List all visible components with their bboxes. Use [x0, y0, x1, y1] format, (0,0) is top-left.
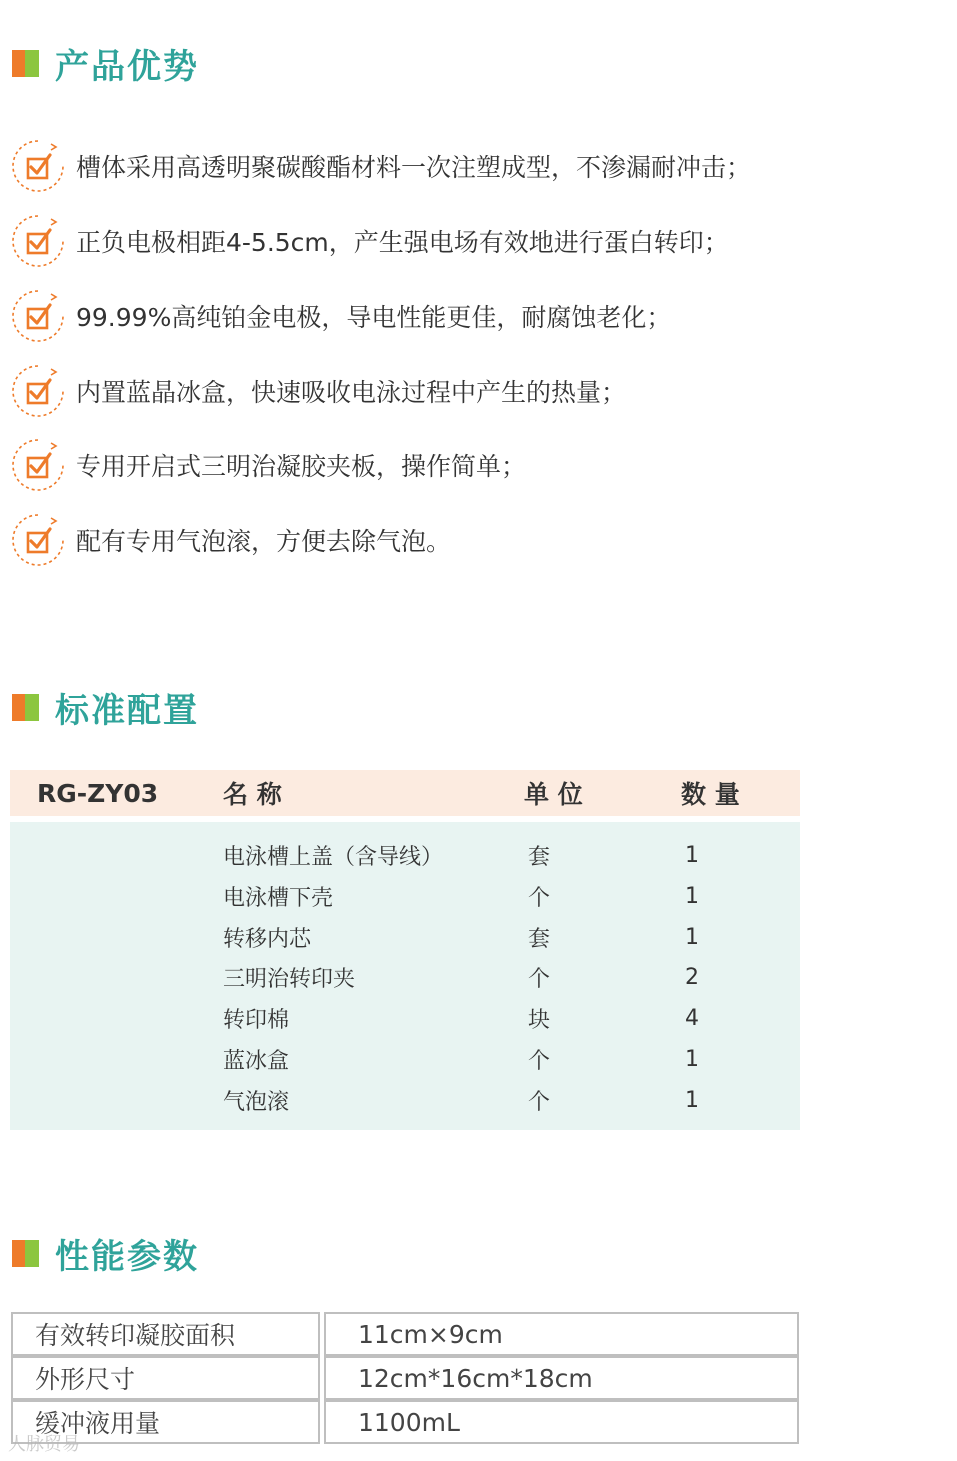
section-title: 标准配置 — [55, 690, 199, 731]
table-row — [10, 876, 800, 916]
item-unit: 个 — [528, 1089, 551, 1115]
item-unit: 块 — [528, 1007, 551, 1033]
config-table-header — [10, 770, 800, 816]
table-row — [11, 1312, 799, 1356]
feature-item — [10, 286, 910, 346]
item-unit: 套 — [528, 844, 551, 870]
param-value: 11cm×9cm — [324, 1312, 799, 1356]
section-header-advantages — [12, 38, 199, 88]
item-unit: 个 — [528, 1048, 551, 1074]
param-key: 有效转印凝胶面积 — [11, 1312, 320, 1356]
checkbox-icon — [10, 213, 66, 269]
item-qty: 1 — [685, 883, 699, 909]
config-table-body — [10, 822, 800, 1130]
table-row — [10, 835, 800, 875]
section-title: 产品优势 — [55, 46, 199, 87]
item-name: 气泡滚 — [223, 1089, 290, 1115]
table-row — [10, 998, 800, 1038]
checkbox-icon — [10, 363, 66, 419]
item-name: 转移内芯 — [223, 926, 312, 952]
feature-item — [10, 510, 910, 570]
item-unit: 个 — [528, 885, 551, 911]
param-value: 12cm*16cm*18cm — [324, 1356, 799, 1400]
table-row — [10, 1080, 800, 1120]
feature-item — [10, 211, 910, 271]
item-qty: 4 — [685, 1005, 699, 1031]
section-marker-icon — [12, 50, 39, 77]
feature-text: 配有专用气泡滚，方便去除气泡。 — [76, 527, 452, 556]
item-name: 电泳槽上盖（含导线） — [223, 844, 444, 870]
checkbox-icon — [10, 512, 66, 568]
section-marker-icon — [12, 694, 39, 721]
feature-item — [10, 435, 910, 495]
item-qty: 1 — [685, 842, 699, 868]
model-number: RG-ZY03 — [37, 778, 159, 808]
section-header-performance — [12, 1228, 199, 1278]
feature-item — [10, 136, 910, 196]
checkbox-icon — [10, 288, 66, 344]
col-qty-header: 数 量 — [681, 780, 740, 809]
item-name: 三明治转印夹 — [223, 966, 356, 992]
table-row — [11, 1356, 799, 1400]
col-name-header: 名 称 — [223, 780, 282, 809]
item-qty: 1 — [685, 1087, 699, 1113]
watermark: 人脉贸易 — [8, 1434, 80, 1455]
feature-item — [10, 361, 910, 421]
item-unit: 套 — [528, 926, 551, 952]
item-qty: 1 — [685, 1046, 699, 1072]
param-key: 外形尺寸 — [11, 1356, 320, 1400]
feature-text: 99.99%高纯铂金电极，导电性能更佳，耐腐蚀老化； — [76, 303, 672, 332]
param-key: 缓冲液用量 — [11, 1400, 320, 1444]
table-row — [11, 1400, 799, 1444]
item-qty: 1 — [685, 924, 699, 950]
item-name: 电泳槽下壳 — [223, 885, 334, 911]
param-value: 1100mL — [324, 1400, 799, 1444]
section-marker-icon — [12, 1240, 39, 1267]
section-header-standard — [12, 682, 199, 732]
table-row — [10, 917, 800, 957]
section-title: 性能参数 — [55, 1236, 199, 1277]
feature-text: 专用开启式三明治凝胶夹板，操作简单； — [76, 452, 527, 481]
checkbox-icon — [10, 138, 66, 194]
col-unit-header: 单 位 — [524, 780, 583, 809]
checkbox-icon — [10, 437, 66, 493]
item-qty: 2 — [685, 964, 699, 990]
feature-text: 内置蓝晶冰盒，快速吸收电泳过程中产生的热量； — [76, 378, 627, 407]
table-row — [10, 1039, 800, 1079]
table-row — [10, 957, 800, 997]
performance-table — [11, 1312, 799, 1448]
item-name: 蓝冰盒 — [223, 1048, 290, 1074]
feature-text: 槽体采用高透明聚碳酸酯材料一次注塑成型，不渗漏耐冲击； — [76, 153, 752, 182]
feature-text: 正负电极相距4-5.5cm，产生强电场有效地进行蛋白转印； — [76, 228, 729, 257]
item-unit: 个 — [528, 966, 551, 992]
item-name: 转印棉 — [223, 1007, 290, 1033]
